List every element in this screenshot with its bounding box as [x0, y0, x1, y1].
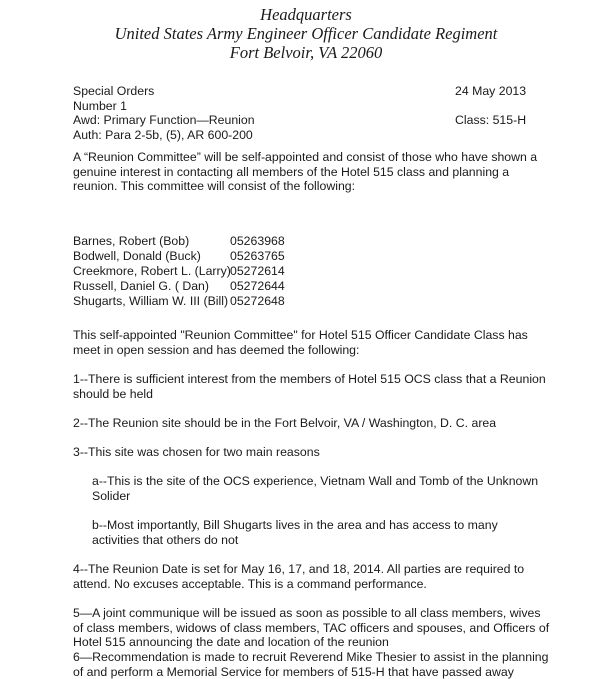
- order-date: 24 May 2013: [455, 84, 527, 98]
- order-number: Number 1: [73, 98, 127, 113]
- letterhead-line-3: Fort Belvoir, VA 22060: [229, 43, 383, 62]
- item-4: 4--The Reunion Date is set for May 16, 17, and 18, 2014. All parties are required to attend. No excuses acceptable. This is a command performance.: [73, 562, 525, 591]
- member-row: [73, 294, 373, 309]
- letterhead-line-1: Headquarters: [260, 5, 352, 24]
- letterhead-line-2: United States Army Engineer Officer Candidate Regiment: [114, 24, 498, 43]
- item-3a: a--This is the site of the OCS experience, Vietnam Wall and Tomb of the Unknown Solider: [92, 474, 539, 503]
- item-2: 2--The Reunion site should be in the Fort Belvoir, VA / Washington, D. C. area: [73, 416, 497, 430]
- letterhead: [0, 5, 612, 62]
- member-number: 05272648: [230, 294, 285, 308]
- member-number: 05263968: [230, 234, 285, 248]
- item-3: 3--This site was chosen for two main reasons: [73, 445, 320, 459]
- committee-member-list: [73, 234, 373, 309]
- order-auth: Auth: Para 2-5b, (5), AR 600-200: [73, 127, 253, 142]
- item-1: 1--There is sufficient interest from the members of Hotel 515 OCS class that a Reunion should be held: [73, 372, 546, 401]
- member-name: Shugarts, William W. III (Bill): [73, 294, 229, 308]
- item-6: 6—Recommendation is made to recruit Reverend Mike Thesier to assist in the planning of and perform a Memorial Service for members of 515-H that have passed away: [73, 650, 549, 679]
- member-name: Bodwell, Donald (Buck): [73, 249, 201, 263]
- member-name: Russell, Daniel G. ( Dan): [73, 279, 209, 293]
- item-3b: b--Most importantly, Bill Shugarts lives in the area and has access to many activities that others do not: [92, 518, 498, 547]
- member-row: [73, 279, 373, 294]
- order-type: Special Orders: [73, 84, 155, 98]
- session-paragraph: This self-appointed "Reunion Committee" for Hotel 515 Officer Candidate Class has meet in open session and has deemed the following:: [73, 328, 528, 357]
- member-row: [73, 234, 373, 249]
- member-name: Barnes, Robert (Bob): [73, 234, 190, 248]
- intro-paragraph: A “Reunion Committee” will be self-appointed and consist of those who have shown a genuine interest in contacting all members of the Hotel 515 class and planning a reunion. This committee will consist of the following:: [73, 150, 538, 193]
- order-class: Class: 515-H: [455, 113, 527, 127]
- order-awd: Awd: Primary Function—Reunion: [73, 113, 255, 127]
- item-5: 5—A joint communique will be issued as soon as possible to all class members, wives of class members, widows of class members, TAC officers and spouses, and Officers of Hotel 515 announcing the date and location of the reunion: [73, 606, 550, 649]
- member-row: [73, 249, 373, 264]
- member-row: [73, 264, 373, 279]
- member-name: Creekmore, Robert L. (Larry): [73, 264, 231, 278]
- member-number: 05272644: [230, 279, 285, 293]
- member-number: 05263765: [230, 249, 285, 263]
- member-number: 05272614: [230, 264, 285, 278]
